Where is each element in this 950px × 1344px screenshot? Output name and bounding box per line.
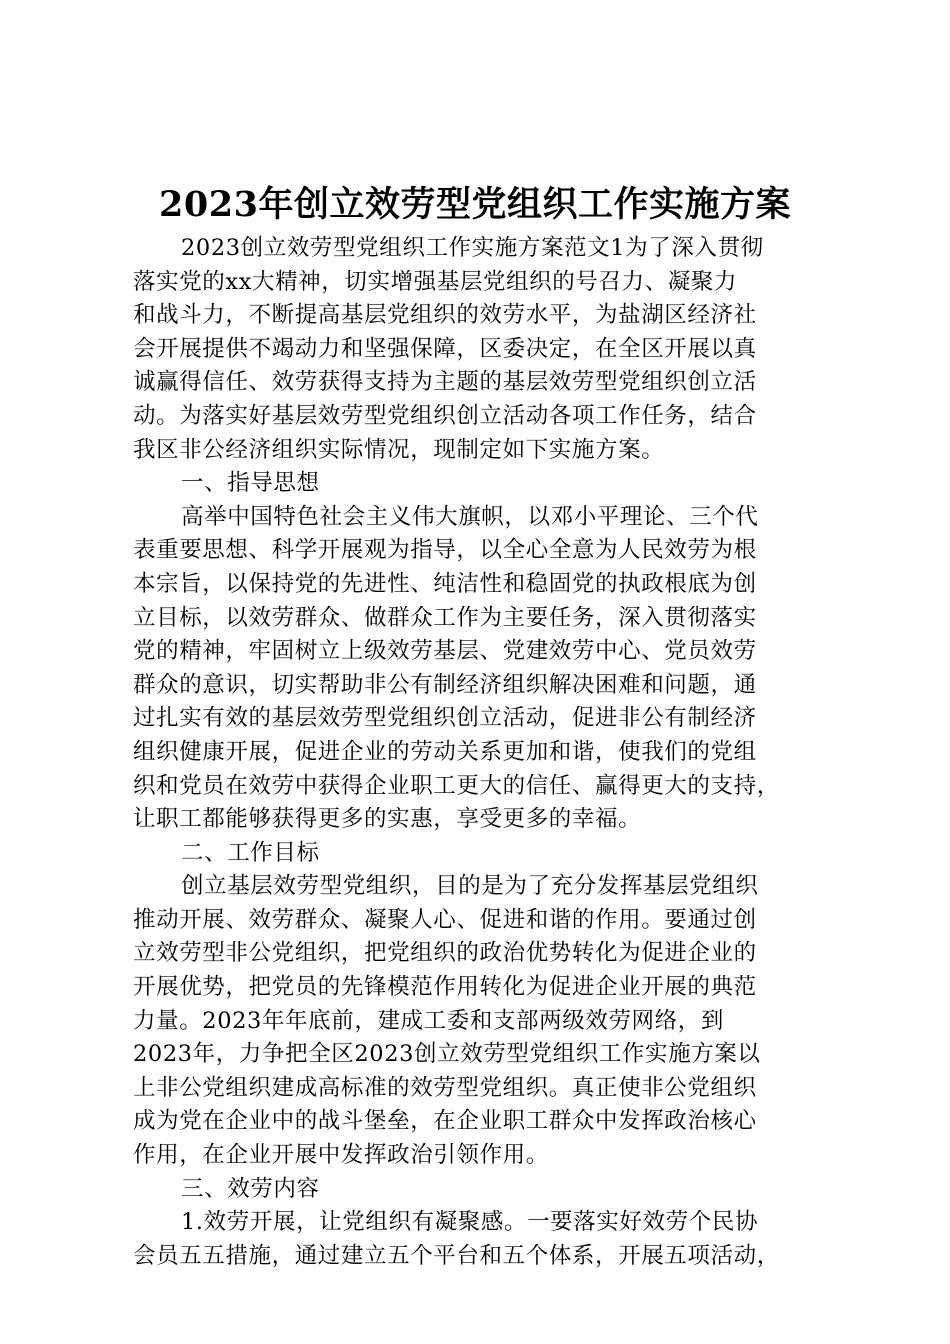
- paragraph-line: 作用，在企业开展中发挥政治引领作用。: [133, 1142, 549, 1169]
- paragraph-line: 成为党在企业中的战斗堡垒，在企业职工群众中发挥政治核心: [133, 1108, 757, 1135]
- paragraph-line: 高举中国特色社会主义伟大旗帜，以邓小平理论、三个代: [181, 503, 759, 530]
- paragraph-line: 上非公党组织建成高标准的效劳型党组织。真正使非公党组织: [133, 1074, 757, 1101]
- paragraph-line: 诚赢得信任、效劳获得支持为主题的基层效劳型党组织创立活: [133, 369, 757, 396]
- paragraph-line: 群众的意识，切实帮助非公有制经济组织解决困难和问题，通: [133, 671, 757, 698]
- paragraph-line: 推动开展、效劳群众、凝聚人心、促进和谐的作用。要通过创: [133, 906, 757, 933]
- document-body: [133, 232, 823, 1273]
- section-heading: 一、指导思想: [181, 470, 320, 497]
- paragraph-line: 本宗旨，以保持党的先进性、纯洁性和稳固党的执政根底为创: [133, 570, 757, 597]
- paragraph-line: 落实党的xx大精神，切实增强基层党组织的号召力、凝聚力: [133, 268, 738, 295]
- paragraph-line: 开展优势，把党员的先锋模范作用转化为促进企业开展的典范: [133, 974, 757, 1001]
- document-title: 2023年创立效劳型党组织工作实施方案: [159, 184, 791, 225]
- paragraph-line: 力量。2023年年底前，建成工委和支部两级效劳网络，到: [133, 1007, 724, 1034]
- paragraph-line: 创立基层效劳型党组织，目的是为了充分发挥基层党组织: [181, 873, 759, 900]
- paragraph-line: 党的精神，牢固树立上级效劳基层、党建效劳中心、党员效劳: [133, 638, 757, 665]
- paragraph-line: 让职工都能够获得更多的实惠，享受更多的幸福。: [133, 806, 642, 833]
- section-heading: 二、工作目标: [181, 839, 320, 866]
- paragraph-line: 我区非公经济组织实际情况，现制定如下实施方案。: [133, 436, 665, 463]
- paragraph-line: 立效劳型非公党组织，把党组织的政治优势转化为促进企业的: [133, 940, 757, 967]
- paragraph-line: 组织健康开展，促进企业的劳动关系更加和谐，使我们的党组: [133, 738, 757, 765]
- paragraph-line: 和战斗力，不断提高基层党组织的效劳水平，为盐湖区经济社: [133, 302, 757, 329]
- paragraph-line: 过扎实有效的基层效劳型党组织创立活动，促进非公有制经济: [133, 705, 757, 732]
- paragraph-line: 立目标，以效劳群众、做群众工作为主要任务，深入贯彻落实: [133, 604, 757, 631]
- paragraph-line: 会开展提供不竭动力和坚强保障，区委决定，在全区开展以真: [133, 335, 757, 362]
- section-heading: 三、效劳内容: [181, 1175, 320, 1202]
- paragraph-line: 会员五五措施，通过建立五个平台和五个体系，开展五项活动，: [133, 1242, 780, 1269]
- paragraph-line: 织和党员在效劳中获得企业职工更大的信任、赢得更大的支持，: [133, 772, 780, 799]
- paragraph-line: 表重要思想、科学开展观为指导，以全心全意为人民效劳为根: [133, 537, 757, 564]
- paragraph-line: 2023创立效劳型党组织工作实施方案范文1为了深入贯彻: [181, 235, 764, 261]
- paragraph-line: 动。为落实好基层效劳型党组织创立活动各项工作任务，结合: [133, 402, 757, 429]
- paragraph-line: 1.效劳开展，让党组织有凝聚感。一要落实好效劳个民协: [181, 1209, 759, 1236]
- paragraph-line: 2023年，力争把全区2023创立效劳型党组织工作实施方案以: [133, 1041, 761, 1068]
